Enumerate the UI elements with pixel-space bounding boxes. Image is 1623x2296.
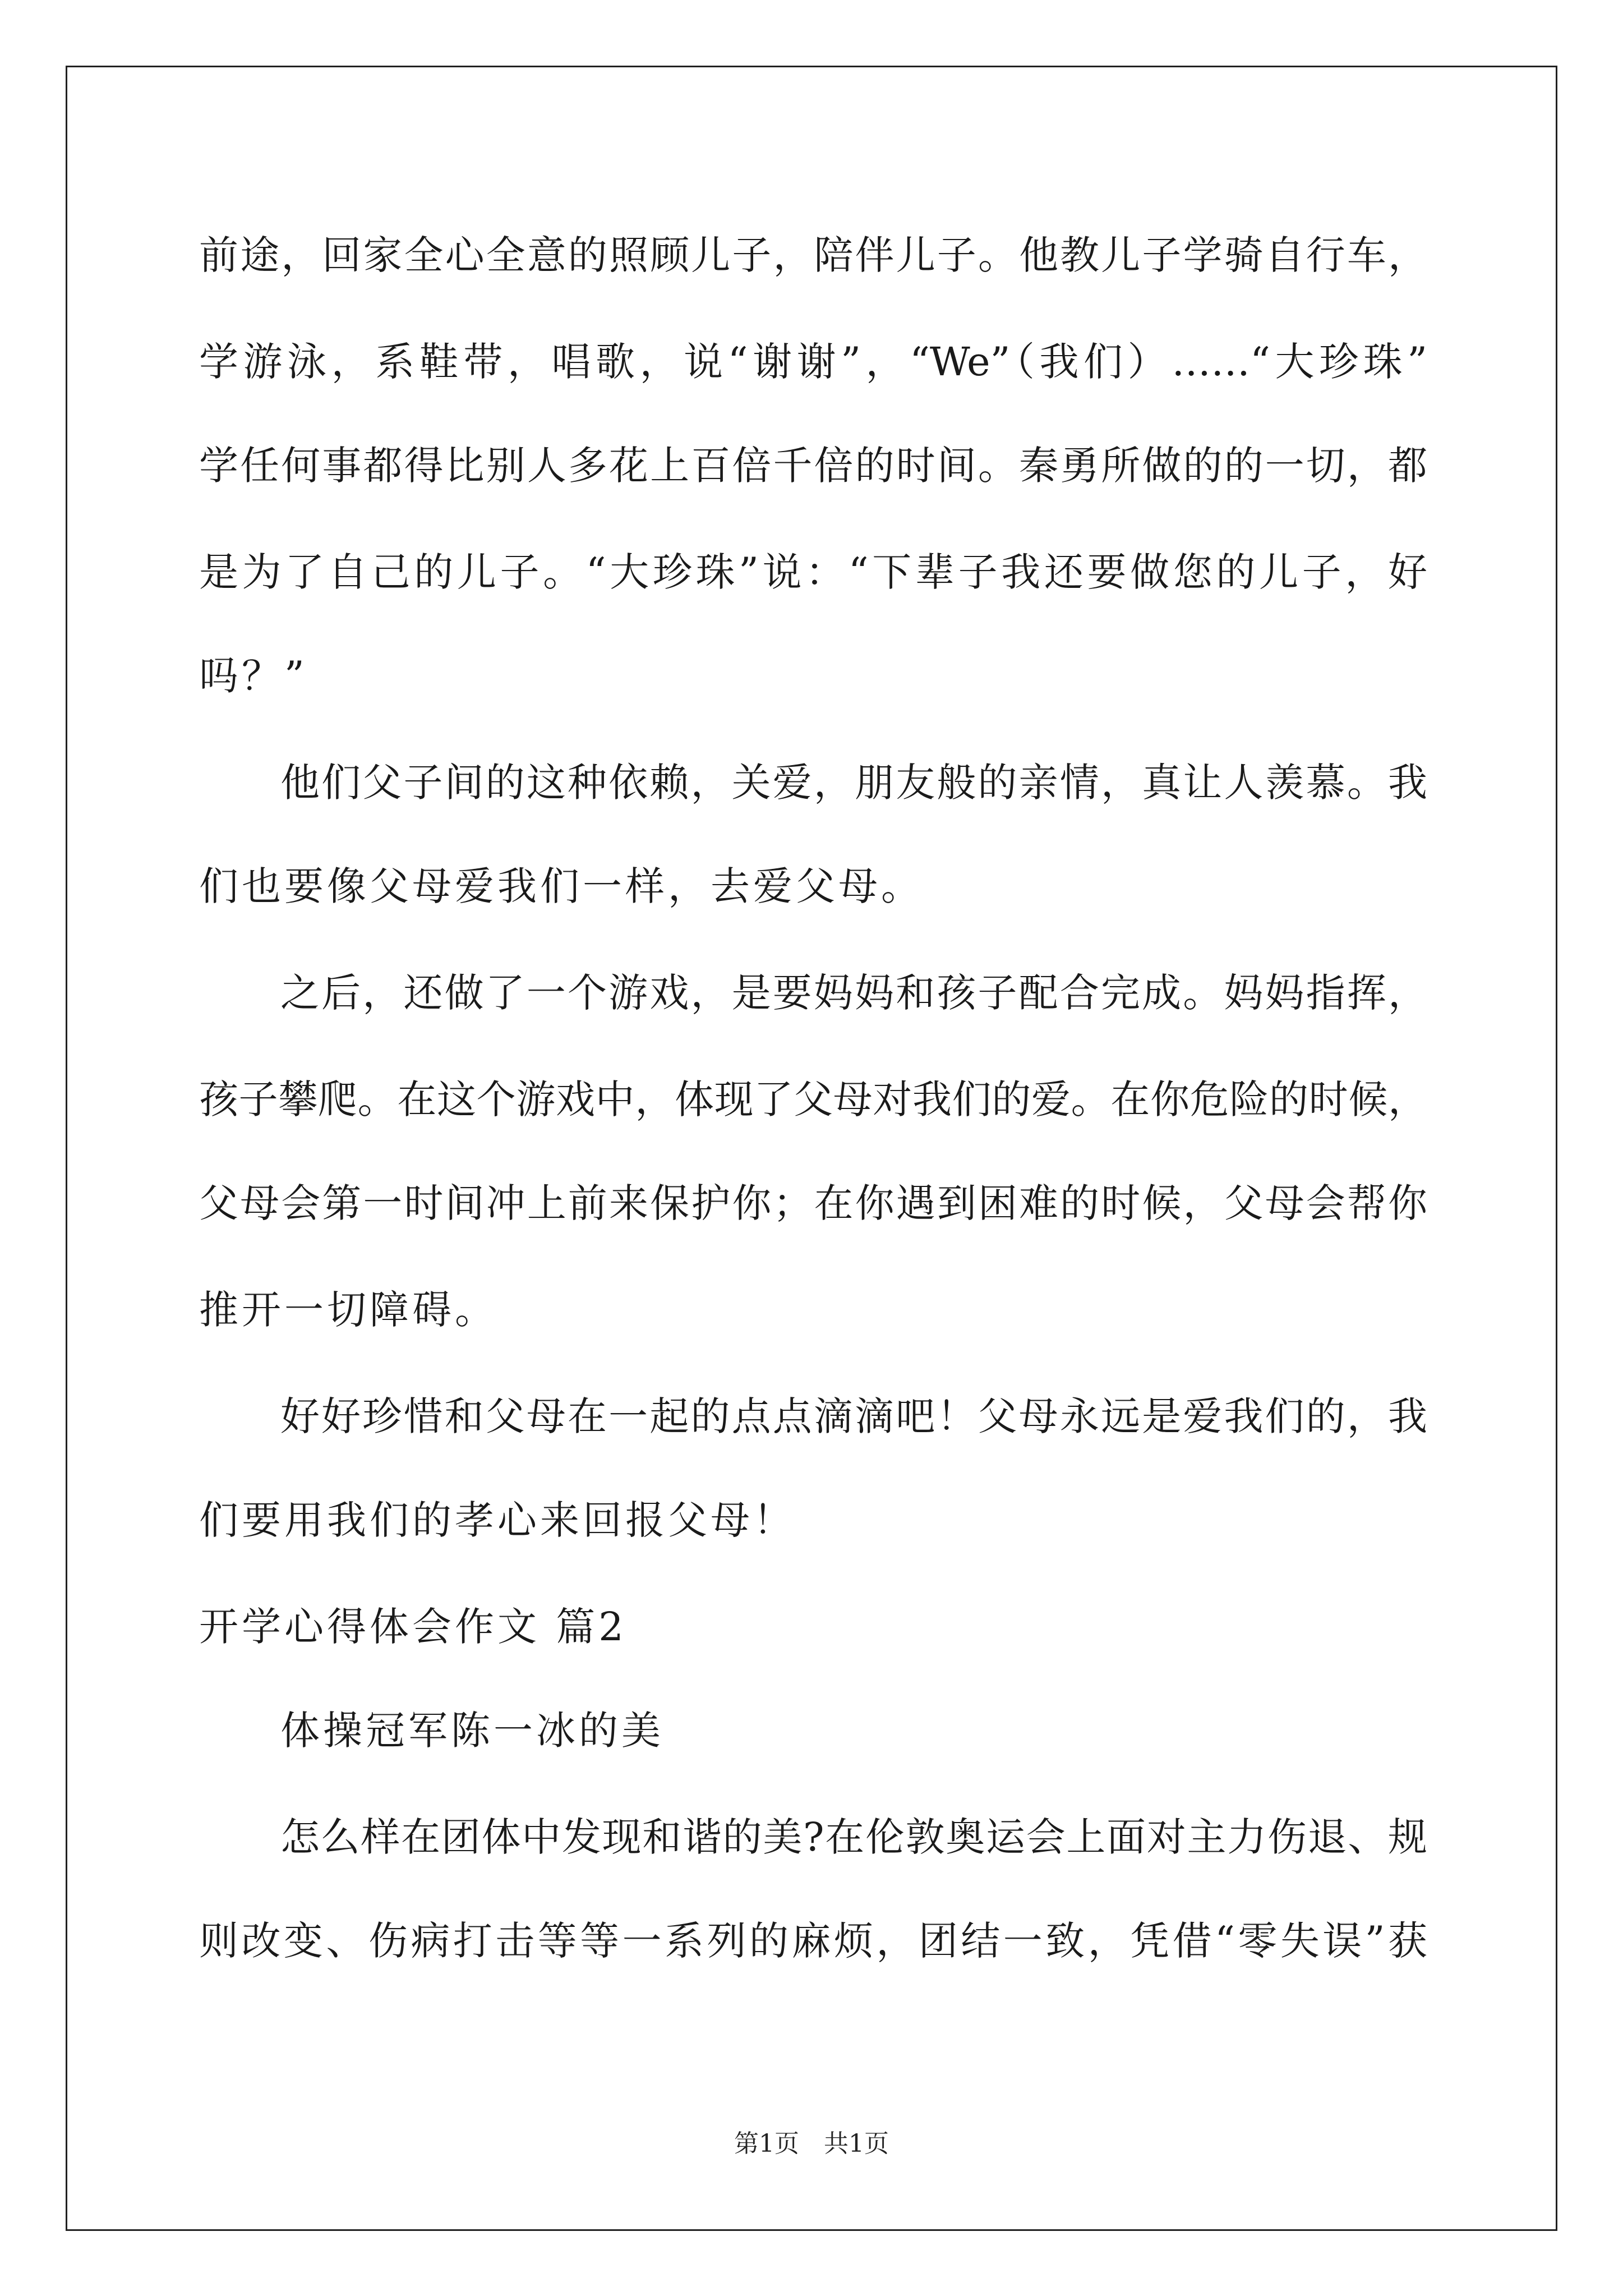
paragraph-line: 学游泳，系鞋带，唱歌，说“谢谢”，“We”（我们）……“大珍珠”	[199, 339, 1427, 385]
paragraph-line: 吗？”	[199, 653, 308, 699]
paragraph-line: 他们父子间的这种依赖，关爱，朋友般的亲情，真让人羡慕。我	[280, 760, 1427, 806]
paragraph-line: 们要用我们的孝心来回报父母！	[199, 1497, 796, 1543]
paragraph-line: 是为了自己的儿子。“大珍珠”说：“下辈子我还要做您的儿子，好	[199, 549, 1427, 595]
paragraph-line: 则改变、伤病打击等等一系列的麻烦，团结一致，凭借“零失误”获	[199, 1918, 1427, 1964]
paragraph-line: 前途，回家全心全意的照顾儿子，陪伴儿子。他教儿子学骑自行车，	[199, 232, 1427, 278]
paragraph-line: 之后，还做了一个游戏，是要妈妈和孩子配合完成。妈妈指挥，	[280, 970, 1427, 1016]
paragraph-line: 好好珍惜和父母在一起的点点滴滴吧！父母永远是爱我们的，我	[280, 1393, 1427, 1439]
subtitle-line: 体操冠军陈一冰的美	[280, 1708, 664, 1754]
page-frame	[66, 66, 1557, 2231]
paragraph-line: 推开一切障碍。	[199, 1287, 497, 1333]
paragraph-line: 怎么样在团体中发现和谐的美?在伦敦奥运会上面对主力伤退、规	[280, 1814, 1427, 1860]
page-number-footer: 第1页 共1页	[734, 2129, 889, 2158]
paragraph-line: 父母会第一时间冲上前来保护你；在你遇到困难的时候，父母会帮你	[199, 1180, 1427, 1226]
paragraph-line: 学任何事都得比别人多花上百倍千倍的时间。秦勇所做的的一切，都	[199, 443, 1427, 489]
section-heading: 开学心得体会作文 篇2	[199, 1604, 627, 1650]
paragraph-line: 孩子攀爬。在这个游戏中，体现了父母对我们的爱。在你危险的时候，	[199, 1076, 1427, 1122]
paragraph-line: 们也要像父母爱我们一样，去爱父母。	[199, 863, 924, 909]
